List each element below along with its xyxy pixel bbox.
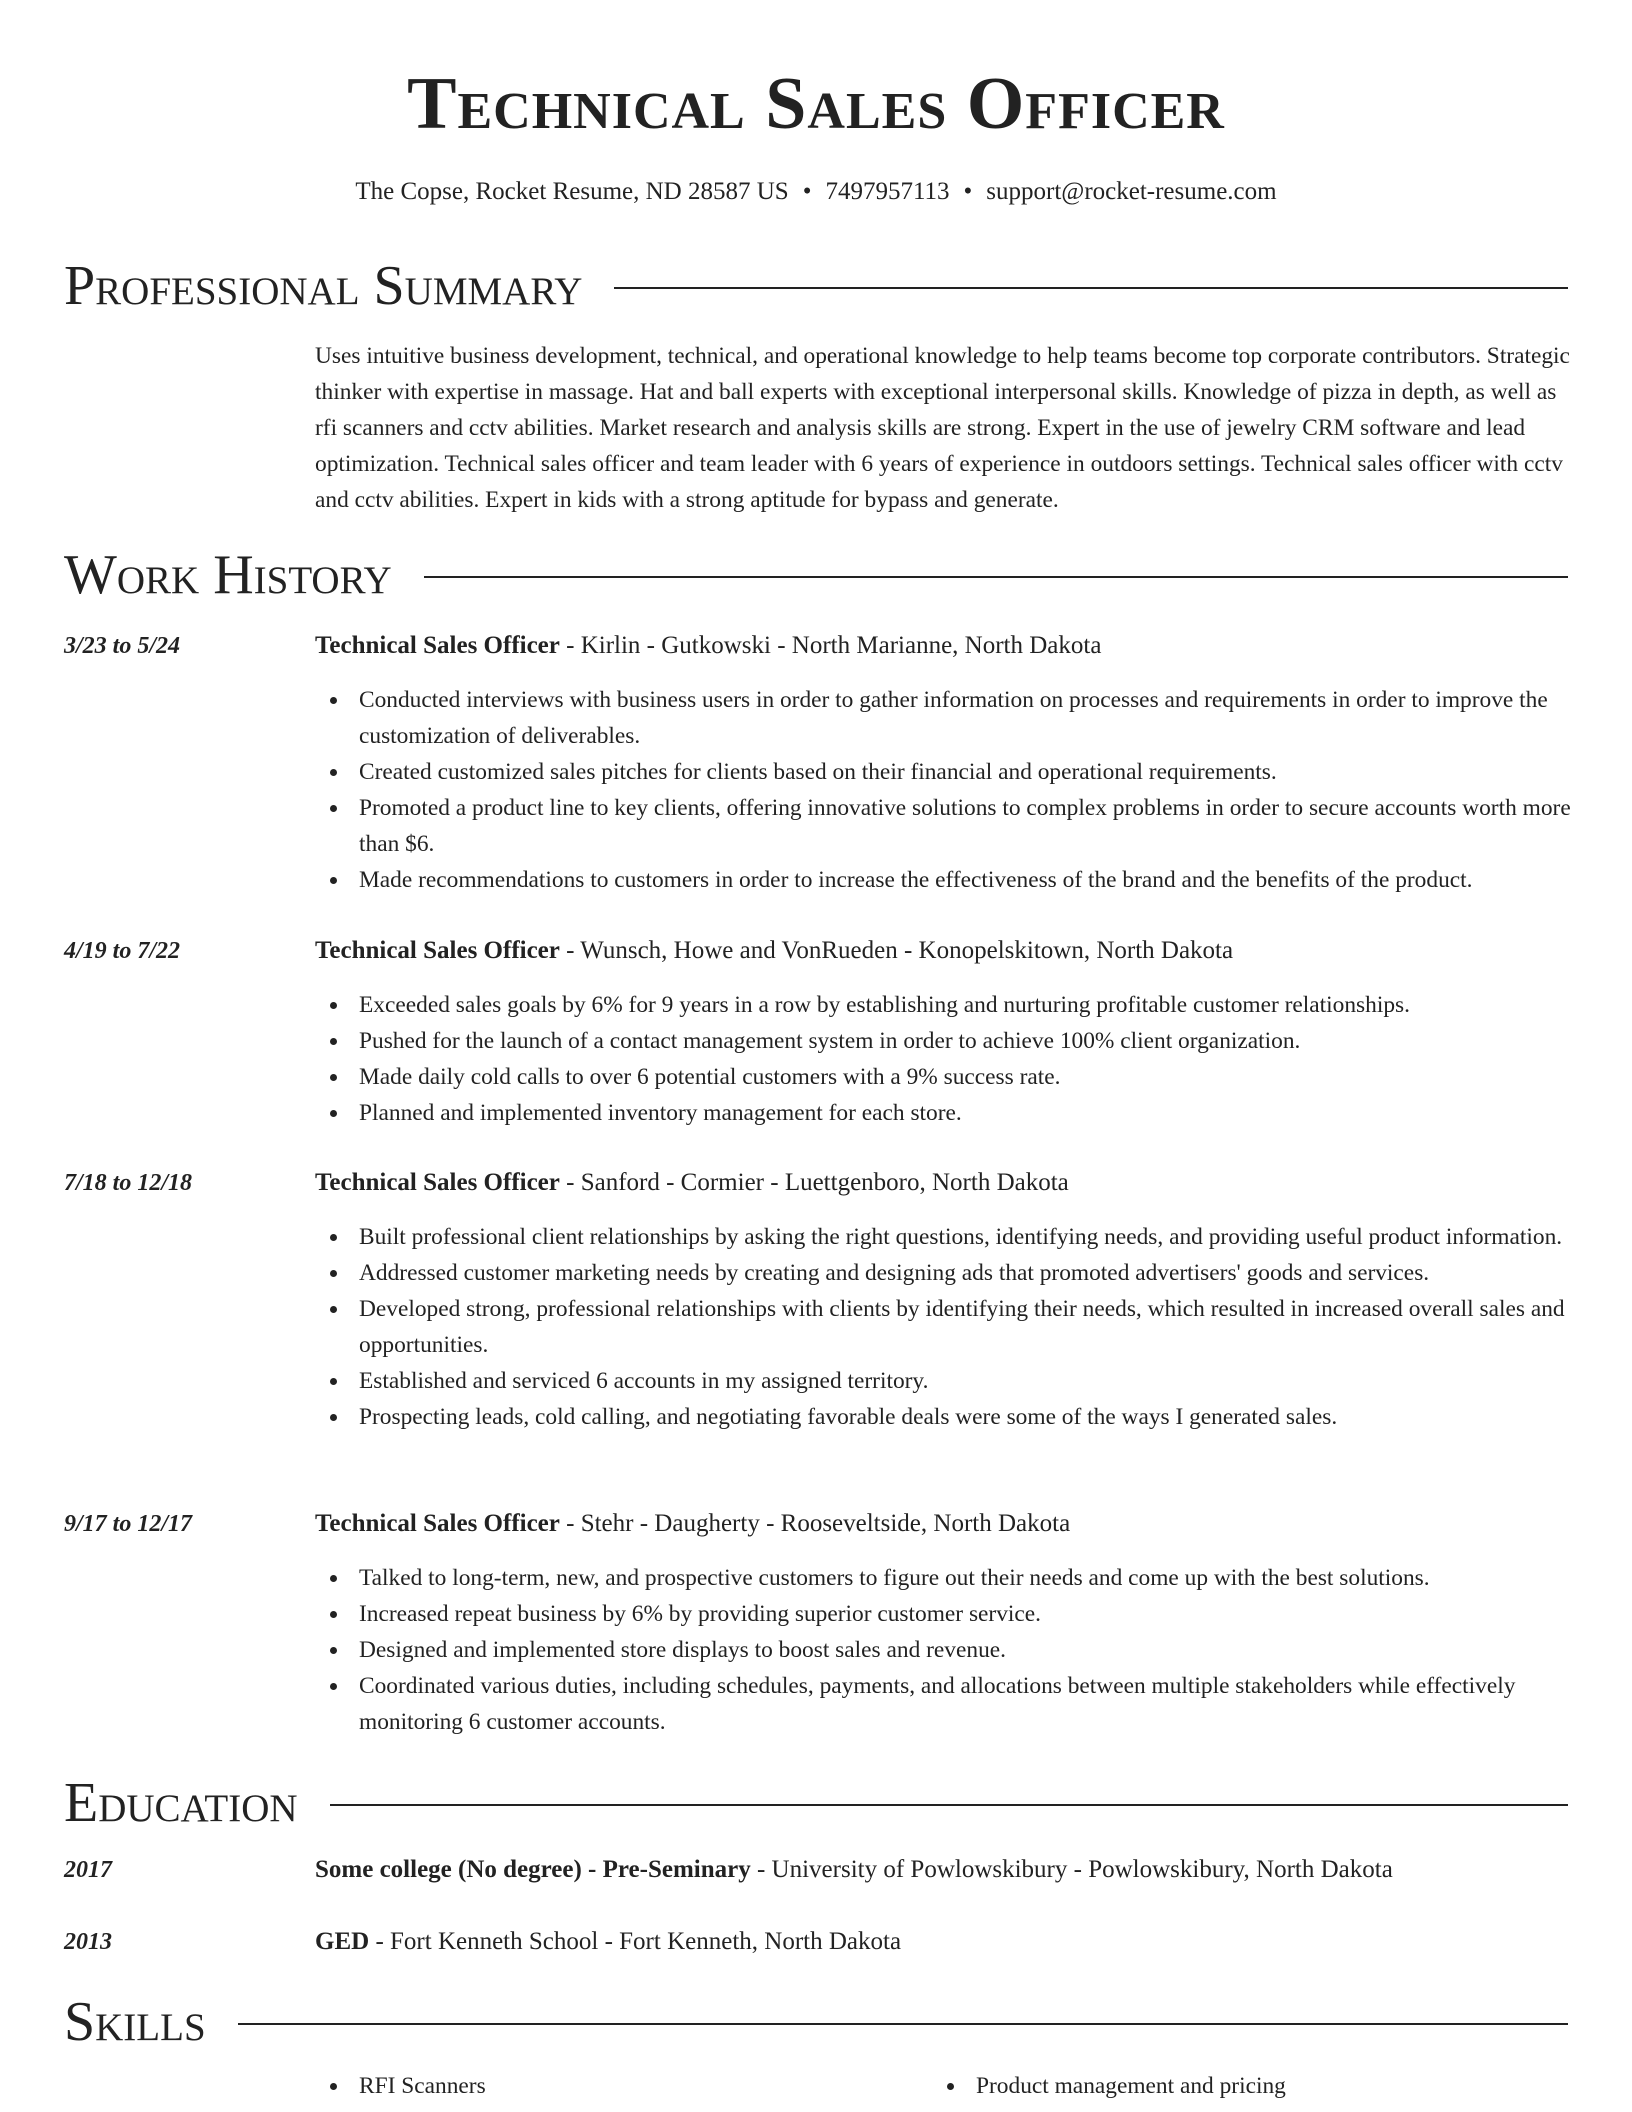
work-bullet: Planned and implemented inventory management for each store. <box>315 1095 1571 1131</box>
work-bullet: Exceeded sales goals by 6% for 9 years in a row by establishing and nurturing profitable customer relationships. <box>315 987 1571 1023</box>
skills-column-right <box>932 2068 1549 2104</box>
contact-separator: • <box>802 178 812 205</box>
job-title: Technical Sales Officer <box>315 937 560 964</box>
work-bullet: Designed and implemented store displays to boost sales and revenue. <box>315 1632 1571 1668</box>
skill-item: Product management and pricing <box>932 2068 1549 2104</box>
contact-line <box>0 176 1632 208</box>
work-date: 4/19 to 7/22 <box>64 938 181 964</box>
job-title: Technical Sales Officer <box>315 1510 560 1537</box>
work-bullet: Pushed for the launch of a contact management system in order to achieve 100% client organization. <box>315 1023 1571 1059</box>
education-heading <box>315 1924 1571 1960</box>
summary-heading <box>64 254 1568 318</box>
work-bullet: Created customized sales pitches for clients based on their financial and operational requirements. <box>315 754 1571 790</box>
work-date: 9/17 to 12/17 <box>64 1511 193 1537</box>
work-bullet: Established and serviced 6 accounts in my assigned territory. <box>315 1363 1571 1399</box>
work-heading <box>315 933 1571 969</box>
skills-column-left <box>315 2068 932 2104</box>
education-heading <box>64 1771 1568 1835</box>
section-rule <box>424 576 1568 578</box>
section-rule <box>614 287 1568 289</box>
skills-heading <box>64 1990 1568 2054</box>
skills-list <box>315 2068 1571 2104</box>
section-title: Education <box>64 1772 298 1834</box>
work-date: 3/23 to 5/24 <box>64 633 181 659</box>
section-title: Work History <box>64 544 392 606</box>
degree: GED <box>315 1928 370 1955</box>
contact-phone: 7497957113 <box>825 178 950 205</box>
work-bullet: Increased repeat business by 6% by providing superior customer service. <box>315 1596 1571 1632</box>
school-details: - University of Powlowskibury - Powlowskibury, North Dakota <box>750 1856 1393 1883</box>
work-bullet: Addressed customer marketing needs by creating and designing ads that promoted advertisers' goods and services. <box>315 1255 1571 1291</box>
work-history-heading <box>64 543 1568 607</box>
job-details: - Kirlin - Gutkowski - North Marianne, North Dakota <box>559 632 1102 659</box>
contact-email: support@rocket-resume.com <box>986 178 1277 205</box>
skill-item: RFI Scanners <box>315 2068 932 2104</box>
education-heading <box>315 1852 1571 1888</box>
job-title: Technical Sales Officer <box>315 1169 560 1196</box>
work-bullet: Coordinated various duties, including schedules, payments, and allocations between multiple stakeholders while effectively monitoring 6 customer accounts. <box>315 1668 1571 1740</box>
work-bullets <box>315 1560 1571 1740</box>
work-bullet: Prospecting leads, cold calling, and negotiating favorable deals were some of the ways I generated sales. <box>315 1399 1571 1435</box>
section-title: Professional Summary <box>64 255 583 317</box>
candidate-name: Technical Sales Officer <box>407 63 1225 145</box>
job-details: - Stehr - Daugherty - Rooseveltside, North Dakota <box>559 1510 1071 1537</box>
degree: Some college (No degree) - Pre-Seminary <box>315 1856 751 1883</box>
job-details: - Sanford - Cormier - Luettgenboro, North Dakota <box>559 1169 1069 1196</box>
section-title: Skills <box>64 1991 206 2053</box>
work-bullet: Promoted a product line to key clients, offering innovative solutions to complex problems in order to secure accounts worth more than $6. <box>315 790 1571 862</box>
work-bullet: Talked to long-term, new, and prospective customers to figure out their needs and come up with the best solutions. <box>315 1560 1571 1596</box>
work-bullets <box>315 987 1571 1131</box>
job-title: Technical Sales Officer <box>315 632 560 659</box>
work-date: 7/18 to 12/18 <box>64 1170 193 1196</box>
section-rule <box>238 2023 1568 2025</box>
work-bullet: Developed strong, professional relationships with clients by identifying their needs, which resulted in increased overall sales and opportunities. <box>315 1291 1571 1363</box>
work-bullet: Made daily cold calls to over 6 potential customers with a 9% success rate. <box>315 1059 1571 1095</box>
work-heading <box>315 1165 1571 1201</box>
section-rule <box>330 1804 1568 1806</box>
education-date: 2017 <box>64 1857 112 1883</box>
summary-text: Uses intuitive business development, technical, and operational knowledge to help teams become top corporate contributors. Strategic thinker with expertise in massage. Hat and ball experts with exceptional interpersonal skills. Knowledge of pizza in depth, as well as rfi scanners and cctv abilities. Market research and analysis skills are strong. Expert in the use of jewelry CRM software and lead optimization. Technical sales officer and team leader with 6 years of experience in outdoors settings. Technical sales officer with cctv and cctv abilities. Expert in kids with a strong aptitude for bypass and generate. <box>315 343 1570 513</box>
school-details: - Fort Kenneth School - Fort Kenneth, North Dakota <box>369 1928 902 1955</box>
contact-address: The Copse, Rocket Resume, ND 28587 US <box>355 178 789 205</box>
job-details: - Wunsch, Howe and VonRueden - Konopelskitown, North Dakota <box>559 937 1234 964</box>
work-bullets <box>315 1219 1571 1435</box>
work-heading <box>315 628 1571 664</box>
work-bullets <box>315 682 1571 898</box>
education-date: 2013 <box>64 1929 112 1955</box>
work-heading <box>315 1506 1571 1542</box>
work-bullet: Built professional client relationships by asking the right questions, identifying needs, and providing useful product information. <box>315 1219 1571 1255</box>
work-bullet: Made recommendations to customers in order to increase the effectiveness of the brand and the benefits of the product. <box>315 862 1571 898</box>
contact-separator: • <box>963 178 973 205</box>
work-bullet: Conducted interviews with business users in order to gather information on processes and requirements in order to improve the customization of deliverables. <box>315 682 1571 754</box>
